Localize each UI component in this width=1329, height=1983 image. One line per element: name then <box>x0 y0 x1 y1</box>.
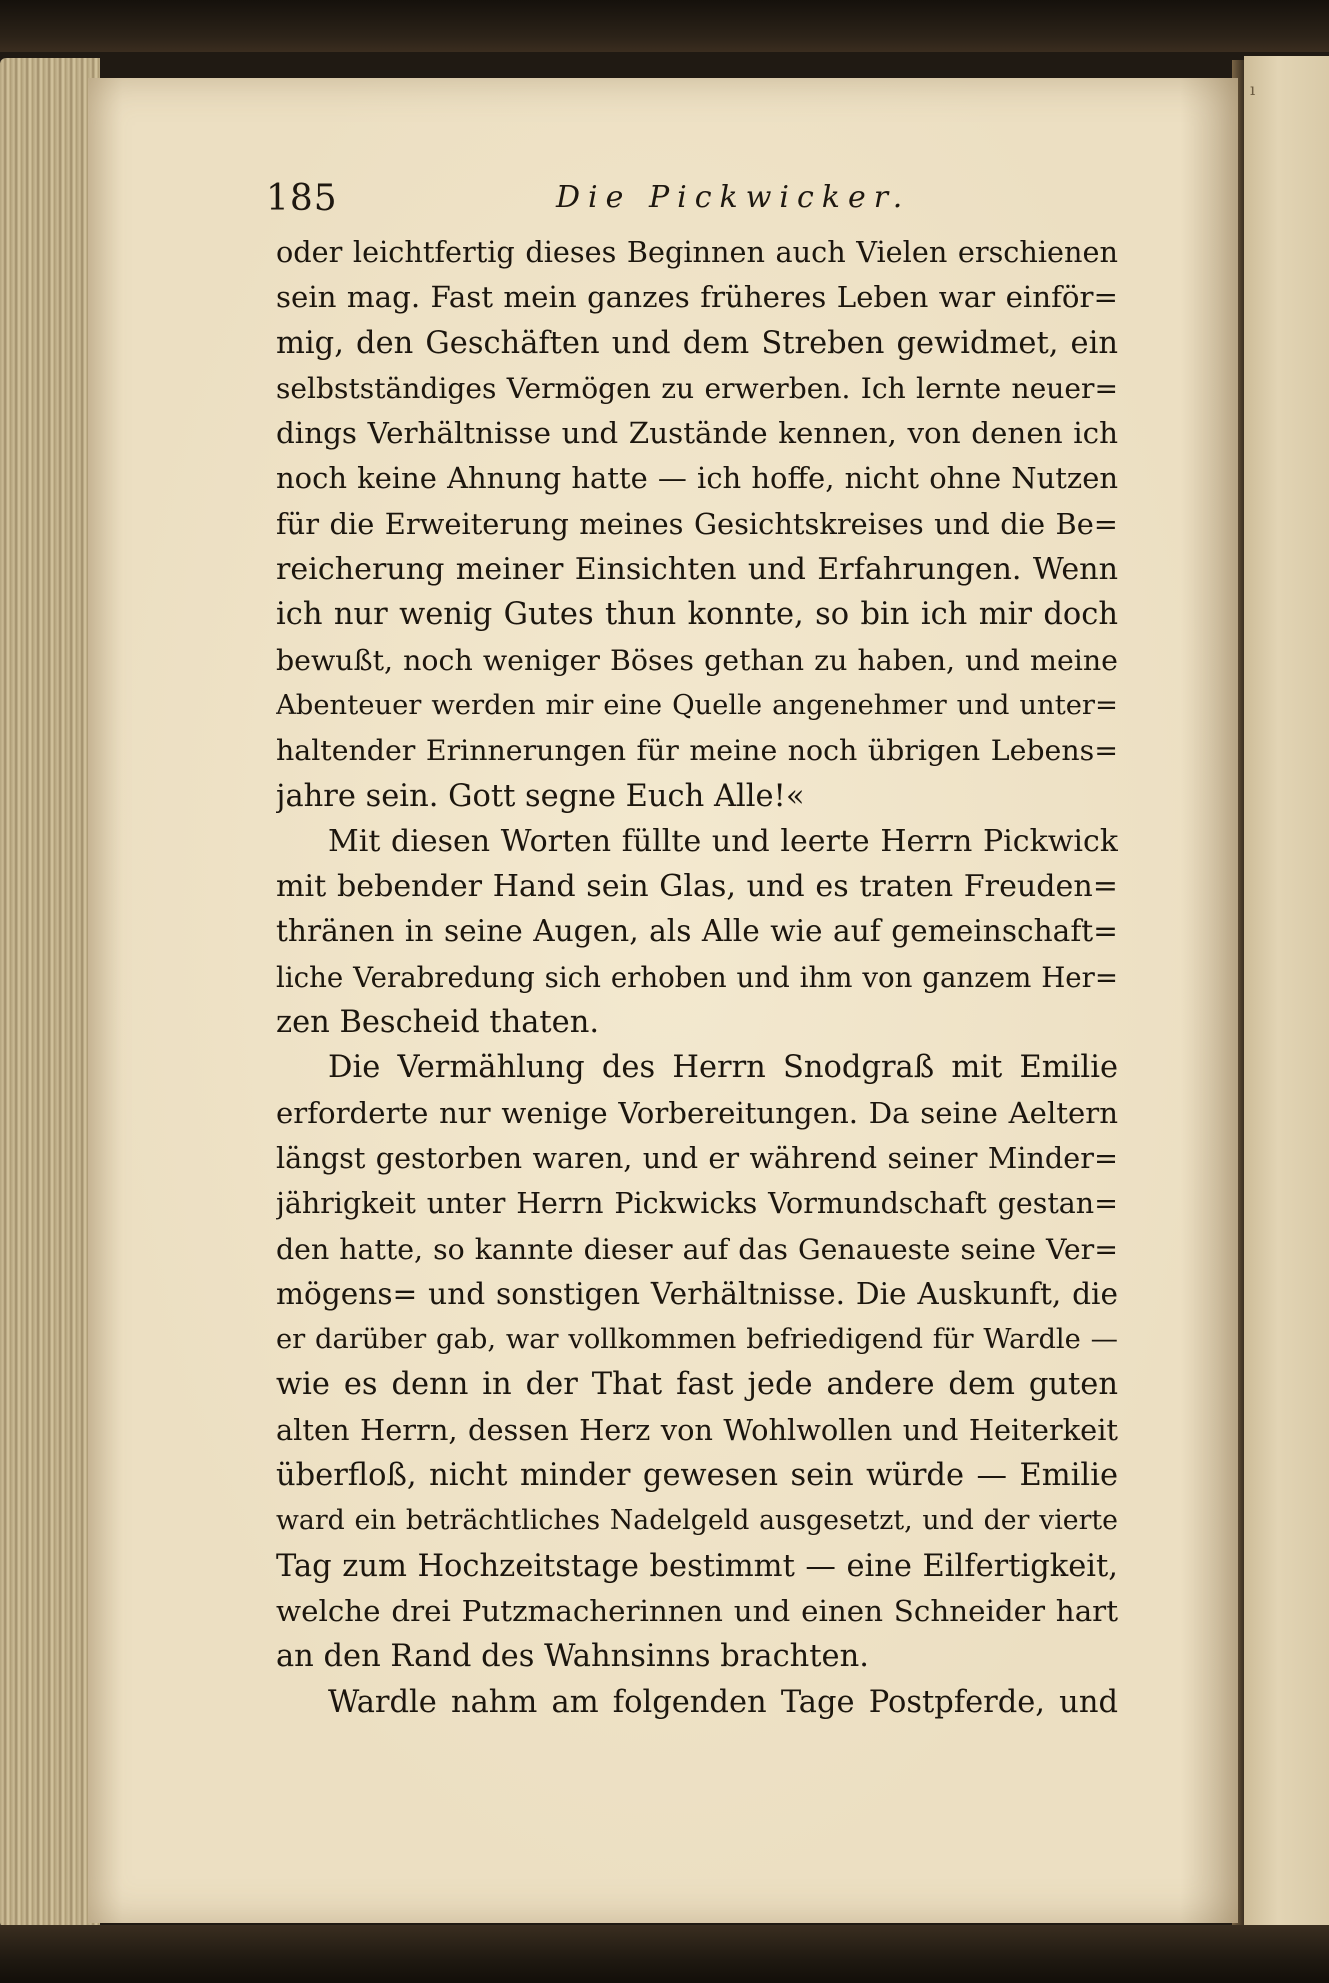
text-line: haltender Erinnerungen für meine noch übrigen Lebens= <box>276 734 1118 768</box>
text-line: jährigkeit unter Herrn Pickwicks Vormundschaft gestan= <box>276 1187 1118 1221</box>
text-line: jahre sein. Gott segne Euch Alle!« <box>276 778 805 814</box>
text-line: Mit diesen Worten füllte und leerte Herrn Pickwick <box>328 823 1118 859</box>
text-line: zen Bescheid thaten. <box>276 1005 600 1041</box>
text-line: oder leichtfertig dieses Beginnen auch Vielen erschienen <box>276 235 1118 269</box>
running-title: Die Pickwicker. <box>556 180 911 215</box>
page-edges <box>0 58 100 1928</box>
text-line: an den Rand des Wahnsinns brachten. <box>276 1639 869 1675</box>
text-line: thränen in seine Augen, als Alle wie auf gemeinschaft= <box>276 914 1118 949</box>
text-line: dings Verhältnisse und Zustände kennen, von denen ich <box>276 416 1118 451</box>
text-line: Wardle nahm am folgenden Tage Postpferde, und <box>328 1684 1118 1720</box>
text-line: ward ein beträchtliches Nadelgeld ausgesetzt, und der vierte <box>276 1505 1118 1537</box>
text-line: welche drei Putzmacherinnen und einen Schneider hart <box>276 1593 1118 1628</box>
text-line: Abenteuer werden mir eine Quelle angenehmer und unter= <box>276 689 1118 721</box>
facing-page-mark: ı <box>1250 80 1256 99</box>
body-text <box>276 230 1118 1725</box>
text-line: Die Vermählung des Herrn Snodgraß mit Emilie <box>328 1050 1118 1086</box>
page-header <box>266 178 1126 228</box>
text-line: alten Herrn, dessen Herz von Wohlwollen und Heiterkeit <box>276 1412 1118 1447</box>
text-line: für die Erweiterung meines Gesichtskreises und die Be= <box>276 506 1118 541</box>
page-number: 185 <box>266 178 338 219</box>
text-line: reicherung meiner Einsichten und Erfahrungen. Wenn <box>276 552 1118 588</box>
text-line: selbstständiges Vermögen zu erwerben. Ich lernte neuer= <box>276 371 1118 405</box>
text-line: wie es denn in der That fast jede andere dem guten <box>276 1367 1118 1403</box>
text-line: ich nur wenig Gutes thun konnte, so bin ich mir doch <box>276 597 1118 633</box>
text-line: mig, den Geschäften und dem Streben gewidmet, ein <box>276 325 1118 361</box>
text-line: er darüber gab, war vollkommen befriedigend für Wardle — <box>276 1324 1118 1356</box>
text-line: noch keine Ahnung hatte — ich hoffe, nicht ohne Nutzen <box>276 461 1118 496</box>
text-line: längst gestorben waren, und er während seiner Minder= <box>276 1140 1118 1175</box>
book-cover-bottom <box>0 1925 1329 1983</box>
facing-page <box>1244 56 1329 1928</box>
text-line: bewußt, noch weniger Böses gethan zu haben, und meine <box>276 643 1118 677</box>
text-line: mit bebender Hand sein Glas, und es traten Freuden= <box>276 869 1118 905</box>
text-line: mögens= und sonstigen Verhältnisse. Die Auskunft, die <box>276 1276 1118 1311</box>
text-line: sein mag. Fast mein ganzes früheres Leben war einför= <box>276 280 1118 315</box>
book-cover-top <box>0 0 1329 52</box>
text-line: erforderte nur wenige Vorbereitungen. Da seine Aeltern <box>276 1095 1118 1130</box>
text-line: liche Verabredung sich erhoben und ihm von ganzem Her= <box>276 960 1118 994</box>
text-line: Tag zum Hochzeitstage bestimmt — eine Eilfertigkeit, <box>276 1548 1118 1584</box>
text-line: den hatte, so kannte dieser auf das Genaueste seine Ver= <box>276 1232 1118 1266</box>
text-line: überfloß, nicht minder gewesen sein würde — Emilie <box>276 1458 1118 1494</box>
